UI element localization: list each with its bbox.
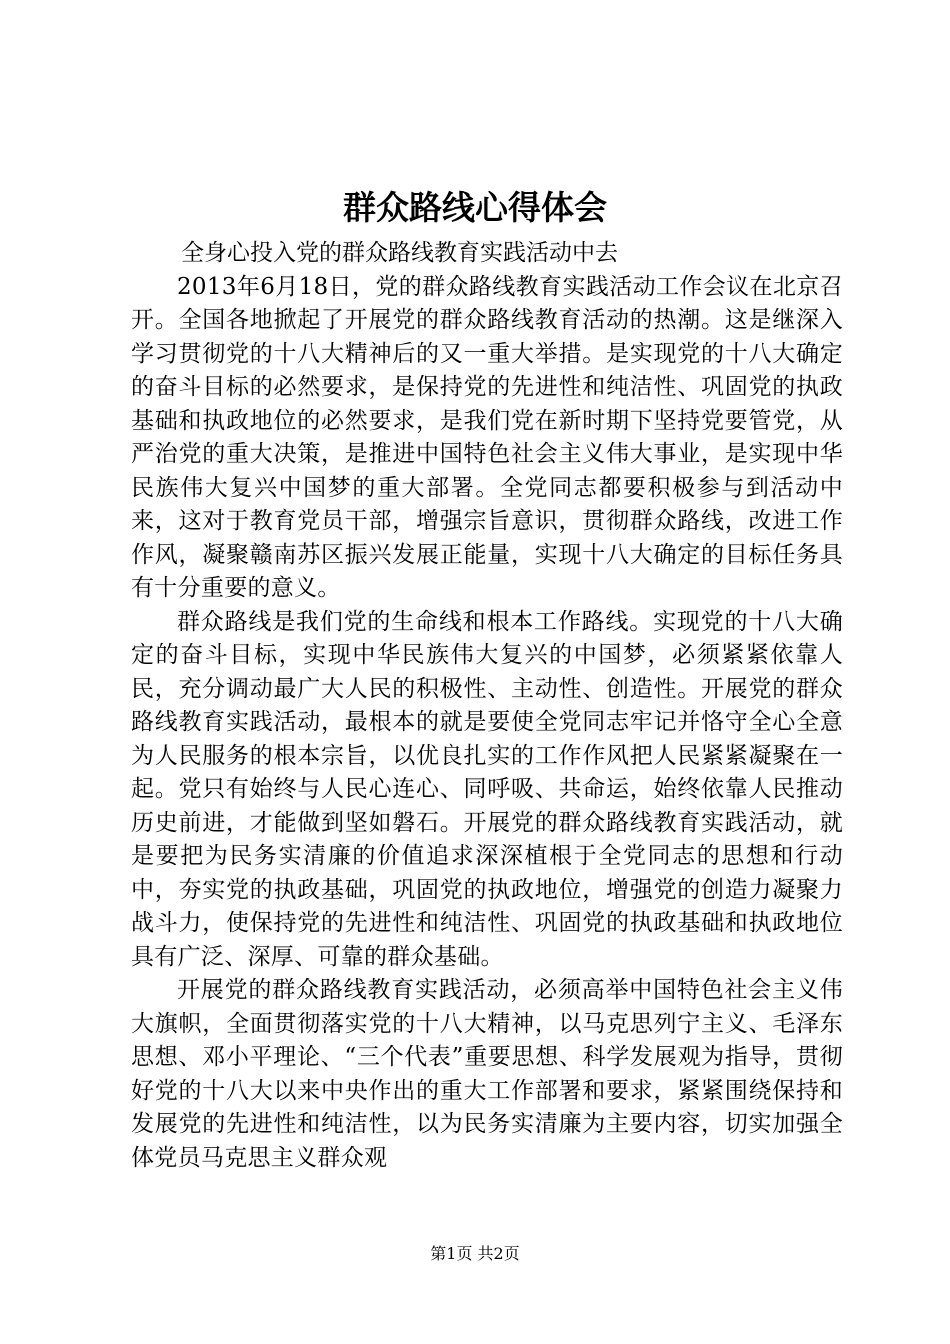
page-footer: 第1页 共2页 [430, 1244, 520, 1263]
paragraph-1: 2013年6月18日，党的群众路线教育实践活动工作会议在北京召开。全国各地掀起了开展党的群众路线教育活动的热潮。这是继深入学习贯彻党的十八大精神后的又一重大举措。是实现党的十八大确定的奋斗目标的必然要求，是保持党的先进性和纯洁性、巩固党的执政基础和执政地位的必然要求，是我们党在新时期下坚持党要管党，从严治党的重大决策，是推进中国特色社会主义伟大事业，是实现中华民族伟大复兴中国梦的重大部署。全党同志都要积极参与到活动中来，这对于教育党员干部，增强宗旨意识，贯彻群众路线，改进工作作风，凝聚赣南苏区振兴发展正能量，实现十八大确定的目标任务具有十分重要的意义。 [131, 273, 843, 601]
paragraph-2: 群众路线是我们党的生命线和根本工作路线。实现党的十八大确定的奋斗目标，实现中华民族伟大复兴的中国梦，必须紧紧依靠人民，充分调动最广大人民的积极性、主动性、创造性。开展党的群众路线教育实践活动，最根本的就是要使全党同志牢记并恪守全心全意为人民服务的根本宗旨，以优良扎实的工作作风把人民紧紧凝聚在一起。党只有始终与人民心连心、同呼吸、共命运，始终依靠人民推动历史前进，才能做到坚如磐石。开展党的群众路线教育实践活动，就是要把为民务实清廉的价值追求深深植根于全党同志的思想和行动中，夯实党的执政基础，巩固党的执政地位，增强党的创造力凝聚力战斗力，使保持党的先进性和纯洁性、巩固党的执政基础和执政地位具有广泛、深厚、可靠的群众基础。 [131, 608, 843, 970]
document-body [131, 237, 843, 1175]
document-title: 群众路线心得体会 [343, 188, 607, 227]
document-subtitle: 全身心投入党的群众路线教育实践活动中去 [181, 240, 618, 266]
paragraph-3: 开展党的群众路线教育实践活动，必须高举中国特色社会主义伟大旗帜，全面贯彻落实党的十八大精神，以马克思列宁主义、毛泽东思想、邓小平理论、“三个代表”重要思想、科学发展观为指导，贯彻好党的十八大以来中央作出的重大工作部署和要求，紧紧围绕保持和发展党的先进性和纯洁性，以为民务实清廉为主要内容，切实加强全体党员马克思主义群众观 [131, 977, 843, 1171]
